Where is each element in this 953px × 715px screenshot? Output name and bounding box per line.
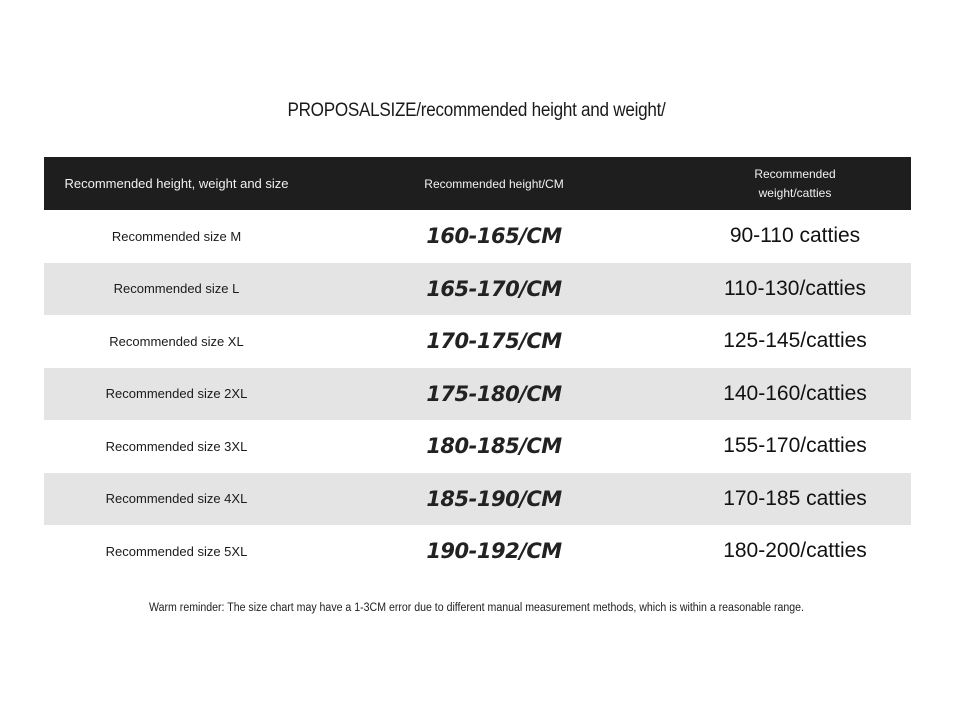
weight-cell: 170-185 catties <box>723 486 867 510</box>
warm-reminder-note: Warm reminder: The size chart may have a 1-3CM error due to different manual measurement methods, which is within a reasonable range. <box>149 602 804 614</box>
size-cell: Recommended size 3XL <box>105 438 248 454</box>
weight-cell: 140-160/catties <box>723 381 867 405</box>
size-chart-table <box>44 157 911 578</box>
header-weight-line1: Recommended <box>754 166 836 181</box>
table-row <box>44 368 911 421</box>
weight-cell: 180-200/catties <box>723 539 867 563</box>
height-cell: 165-170/CM <box>426 276 562 301</box>
page-title: PROPOSALSIZE/recommended height and weight/ <box>287 100 666 121</box>
size-cell: Recommended size L <box>113 281 240 297</box>
weight-cell: 125-145/catties <box>723 329 867 353</box>
weight-cell: 90-110 catties <box>729 224 861 248</box>
height-cell: 185-190/CM <box>426 486 562 511</box>
weight-cell: 155-170/catties <box>723 434 867 458</box>
height-cell: 180-185/CM <box>426 434 562 459</box>
table-row <box>44 420 911 473</box>
table-row <box>44 525 911 578</box>
header-height: Recommended height/CM <box>424 176 564 191</box>
height-cell: 190-192/CM <box>426 539 562 564</box>
table-row <box>44 473 911 526</box>
table-header <box>44 157 911 210</box>
size-cell: Recommended size 4XL <box>105 491 248 507</box>
header-weight <box>679 165 911 203</box>
table-row <box>44 210 911 263</box>
header-size: Recommended height, weight and size <box>64 176 289 191</box>
header-weight-line2: weight/catties <box>758 185 832 200</box>
size-cell: Recommended size 2XL <box>105 386 248 402</box>
height-cell: 175-180/CM <box>426 381 562 406</box>
height-cell: 170-175/CM <box>426 329 562 354</box>
height-cell: 160-165/CM <box>426 224 562 249</box>
table-row <box>44 263 911 316</box>
table-row <box>44 315 911 368</box>
size-cell: Recommended size XL <box>109 333 244 349</box>
weight-cell: 110-130/catties <box>723 276 867 300</box>
size-cell: Recommended size M <box>111 228 242 244</box>
size-cell: Recommended size 5XL <box>105 543 248 559</box>
